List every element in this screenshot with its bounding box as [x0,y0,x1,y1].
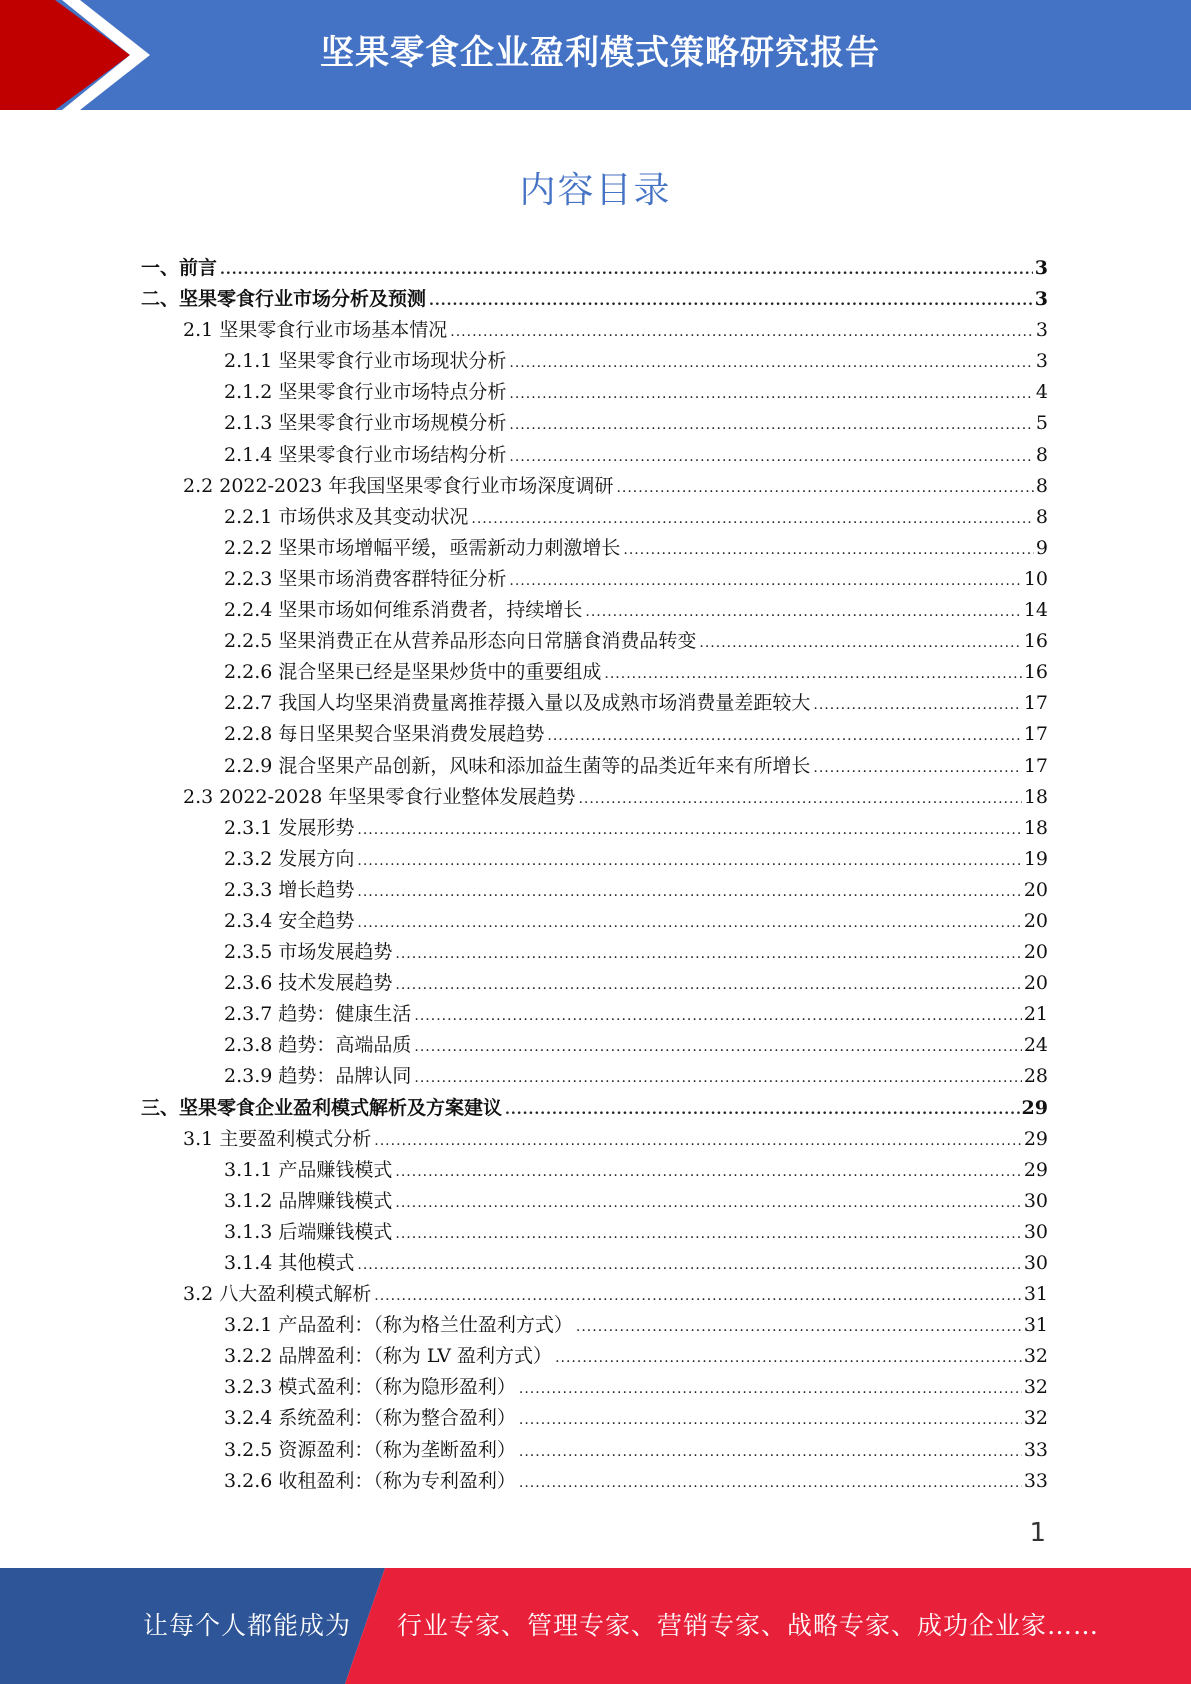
toc-entry-page: 10 [1023,567,1048,590]
toc-entry-page: 9 [1035,536,1048,559]
toc-entry-page: 20 [1023,972,1048,995]
toc-entry-title: 2.1.4 坚果零食行业市场结构分析 [224,443,507,466]
toc-entry-page: 16 [1023,661,1048,684]
toc-dot-leader [509,449,1034,465]
toc-dot-leader [395,1195,1021,1211]
toc-entry-page: 14 [1023,599,1048,622]
toc-dot-leader [357,1257,1021,1273]
toc-dot-leader [604,666,1021,682]
toc-dot-leader [585,604,1021,620]
toc-dot-leader [509,417,1034,433]
toc-entry-title: 一、前言 [141,257,218,279]
toc-dot-leader [374,1133,1022,1149]
toc-entry[interactable] [141,1341,1048,1372]
toc-entry[interactable] [141,1061,1048,1092]
toc-entry[interactable] [141,906,1048,937]
page-header [0,0,1191,110]
toc-dot-leader [509,355,1034,371]
toc-entry-title: 2.3.8 趋势：高端品质 [224,1034,412,1057]
footer-slogan-right: 行业专家、管理专家、营销专家、战略专家、成功企业家…… [397,1611,1100,1640]
toc-entry[interactable] [141,1248,1048,1279]
toc-entry[interactable] [141,1186,1048,1217]
toc-entry-page: 29 [1021,1096,1048,1119]
toc-entry-page: 30 [1023,1220,1048,1243]
toc-dot-leader [519,1381,1022,1397]
toc-entry-title: 二、坚果零食行业市场分析及预测 [141,288,427,311]
toc-dot-leader [555,1350,1022,1366]
toc-entry-page: 18 [1023,816,1048,839]
toc-entry-page: 8 [1035,474,1048,497]
toc-entry-title: 2.3 2022-2028 年坚果零食行业整体发展趋势 [183,785,576,808]
toc-entry-title: 2.2.1 市场供求及其变动状况 [224,505,469,528]
toc-entry-page: 20 [1023,909,1048,932]
toc-dot-leader [414,1008,1021,1024]
toc-dot-leader [414,1039,1021,1055]
toc-entry[interactable] [141,595,1048,626]
toc-dot-leader [374,1288,1022,1304]
toc-entry[interactable] [141,1466,1048,1497]
toc-entry-page: 3 [1034,288,1048,311]
toc-entry-page: 30 [1023,1189,1048,1212]
toc-dot-leader [395,946,1021,962]
toc-entry-title: 2.3.5 市场发展趋势 [224,941,393,964]
toc-entry-title: 2.2.6 混合坚果已经是坚果炒货中的重要组成 [224,661,602,684]
toc-dot-leader [519,1444,1022,1460]
toc-entry-title: 2.1 坚果零食行业市场基本情况 [183,319,448,342]
toc-entry[interactable] [141,1030,1048,1061]
toc-dot-leader [519,1412,1022,1428]
toc-dot-leader [414,1070,1021,1086]
toc-entry-page: 5 [1035,412,1048,435]
toc-dot-leader [699,635,1021,651]
toc-entry[interactable] [141,315,1048,346]
toc-entry-title: 2.3.2 发展方向 [224,847,355,870]
toc-entry-title: 2.1.2 坚果零食行业市场特点分析 [224,381,507,404]
toc-entry-title: 2.1.3 坚果零食行业市场规模分析 [224,412,507,435]
toc-entry-title: 2.2 2022-2023 年我国坚果零食行业市场深度调研 [183,474,614,497]
toc-entry-title: 3.1.4 其他模式 [224,1252,355,1274]
toc-entry-title: 2.2.2 坚果市场增幅平缓，亟需新动力刺激增长 [224,536,621,559]
toc-entry[interactable] [141,502,1048,533]
toc-entry-page: 8 [1035,505,1048,528]
toc-entry-title: 2.3.7 趋势：健康生活 [224,1003,412,1026]
table-of-contents [141,253,1048,1497]
toc-entry-page: 32 [1023,1345,1048,1368]
toc-entry[interactable] [141,377,1048,408]
toc-dot-leader [429,293,1033,309]
toc-entry[interactable] [141,968,1048,999]
toc-entry[interactable] [141,782,1048,813]
toc-entry-title: 2.2.8 每日坚果契合坚果消费发展趋势 [224,723,545,746]
toc-entry[interactable] [141,813,1048,844]
toc-entry-page: 19 [1023,847,1048,870]
toc-entry[interactable] [141,440,1048,471]
toc-dot-leader [357,853,1021,869]
toc-entry[interactable] [141,253,1048,284]
toc-entry-page: 17 [1023,754,1048,777]
toc-entry[interactable] [141,1435,1048,1466]
toc-entry-page: 18 [1023,785,1048,808]
toc-entry-title: 2.3.6 技术发展趋势 [224,972,393,995]
toc-entry[interactable] [141,1372,1048,1403]
toc-entry-page: 21 [1023,1003,1048,1026]
toc-entry-title: 2.2.9 混合坚果产品创新，风味和添加益生菌等的品类近年来有所增长 [224,754,811,777]
toc-entry[interactable] [141,1124,1048,1155]
toc-entry-page: 20 [1023,941,1048,964]
toc-entry[interactable] [141,1310,1048,1341]
toc-heading: 内容目录 [519,170,672,211]
toc-entry-page: 3 [1035,350,1048,373]
toc-entry-page: 24 [1023,1034,1048,1057]
toc-entry-page: 31 [1023,1283,1048,1306]
toc-entry-title: 3.2.1 产品盈利：（称为格兰仕盈利方式） [224,1314,573,1337]
toc-dot-leader [505,1102,1020,1118]
toc-entry-page: 31 [1023,1314,1048,1337]
toc-entry[interactable] [141,999,1048,1030]
toc-dot-leader [450,324,1034,340]
toc-dot-leader [509,386,1034,402]
toc-dot-leader [357,915,1021,931]
toc-dot-leader [623,542,1034,558]
toc-entry-title: 3.2.3 模式盈利：（称为隐形盈利） [224,1376,516,1399]
toc-dot-leader [395,1226,1021,1242]
toc-dot-leader [509,573,1021,589]
toc-entry-title: 2.1.1 坚果零食行业市场现状分析 [224,350,507,373]
toc-dot-leader [578,791,1021,807]
toc-entry[interactable] [141,471,1048,502]
toc-entry-page: 32 [1023,1376,1048,1399]
toc-entry-title: 2.2.7 我国人均坚果消费量离推荐摄入量以及成熟市场消费量差距较大 [224,692,811,715]
page-footer [0,1568,1191,1684]
toc-entry-page: 33 [1023,1469,1048,1492]
toc-dot-leader [576,1319,1022,1335]
toc-entry-title: 2.2.3 坚果市场消费客群特征分析 [224,567,507,590]
toc-dot-leader [616,480,1033,496]
toc-entry[interactable] [141,751,1048,782]
toc-entry[interactable] [141,719,1048,750]
toc-entry-title: 3.2.2 品牌盈利：（称为 LV 盈利方式） [224,1345,553,1368]
toc-entry[interactable] [141,875,1048,906]
toc-entry[interactable] [141,1279,1048,1310]
toc-dot-leader [395,977,1021,993]
toc-entry[interactable] [141,626,1048,657]
toc-entry-title: 3.1 主要盈利模式分析 [183,1127,372,1150]
toc-entry-page: 3 [1035,319,1048,342]
toc-entry-page: 17 [1023,723,1048,746]
toc-entry[interactable] [141,564,1048,595]
toc-entry[interactable] [141,533,1048,564]
toc-dot-leader [395,1164,1021,1180]
toc-entry[interactable] [141,284,1048,315]
toc-dot-leader [813,760,1021,776]
toc-entry-page: 29 [1023,1158,1048,1181]
toc-entry-title: 2.2.5 坚果消费正在从营养品形态向日常膳食消费品转变 [224,630,697,653]
toc-dot-leader [519,1475,1022,1491]
toc-entry-page: 4 [1035,381,1048,404]
toc-entry-page: 8 [1035,443,1048,466]
toc-entry[interactable] [141,1403,1048,1434]
toc-entry[interactable] [141,346,1048,377]
toc-entry-title: 3.2 八大盈利模式解析 [183,1283,372,1306]
toc-entry[interactable] [141,688,1048,719]
toc-entry-title: 3.1.2 品牌赚钱模式 [224,1189,393,1212]
toc-dot-leader [220,262,1033,278]
toc-dot-leader [357,884,1021,900]
toc-entry-title: 3.1.1 产品赚钱模式 [224,1158,393,1181]
toc-dot-leader [357,822,1021,838]
toc-entry-page: 17 [1023,692,1048,715]
toc-entry-page: 28 [1023,1065,1048,1088]
toc-entry-page: 32 [1023,1407,1048,1430]
toc-entry-page: 33 [1023,1438,1048,1461]
toc-dot-leader [547,728,1021,744]
toc-entry-title: 2.3.9 趋势：品牌认同 [224,1065,412,1088]
toc-entry-title: 2.3.1 发展形势 [224,816,355,839]
toc-dot-leader [813,697,1021,713]
toc-entry[interactable] [141,937,1048,968]
toc-entry-title: 2.2.4 坚果市场如何维系消费者，持续增长 [224,599,583,622]
toc-entry-page: 30 [1023,1252,1048,1274]
toc-entry[interactable] [141,657,1048,688]
page-number: 1 [1029,1518,1046,1548]
toc-entry-title: 3.1.3 后端赚钱模式 [224,1220,393,1243]
toc-dot-leader [471,511,1034,527]
toc-entry-page: 29 [1023,1127,1048,1150]
toc-entry[interactable] [141,408,1048,439]
toc-entry[interactable] [141,844,1048,875]
toc-entry-title: 三、坚果零食企业盈利模式解析及方案建议 [141,1096,503,1119]
toc-entry-title: 2.3.4 安全趋势 [224,909,355,932]
toc-entry-title: 3.2.5 资源盈利：（称为垄断盈利） [224,1438,516,1461]
report-title: 坚果零食企业盈利模式策略研究报告 [320,33,880,73]
header-arrow-decoration [0,0,160,110]
toc-entry-title: 3.2.4 系统盈利：（称为整合盈利） [224,1407,516,1430]
toc-entry[interactable] [141,1217,1048,1248]
toc-entry[interactable] [141,1093,1048,1124]
toc-entry-page: 3 [1034,257,1048,279]
footer-slogan-left: 让每个人都能成为 [143,1611,352,1640]
toc-entry-page: 16 [1023,630,1048,653]
toc-entry-title: 3.2.6 收租盈利：（称为专利盈利） [224,1469,516,1492]
toc-entry-title: 2.3.3 增长趋势 [224,878,355,901]
toc-entry[interactable] [141,1155,1048,1186]
toc-entry-page: 20 [1023,878,1048,901]
